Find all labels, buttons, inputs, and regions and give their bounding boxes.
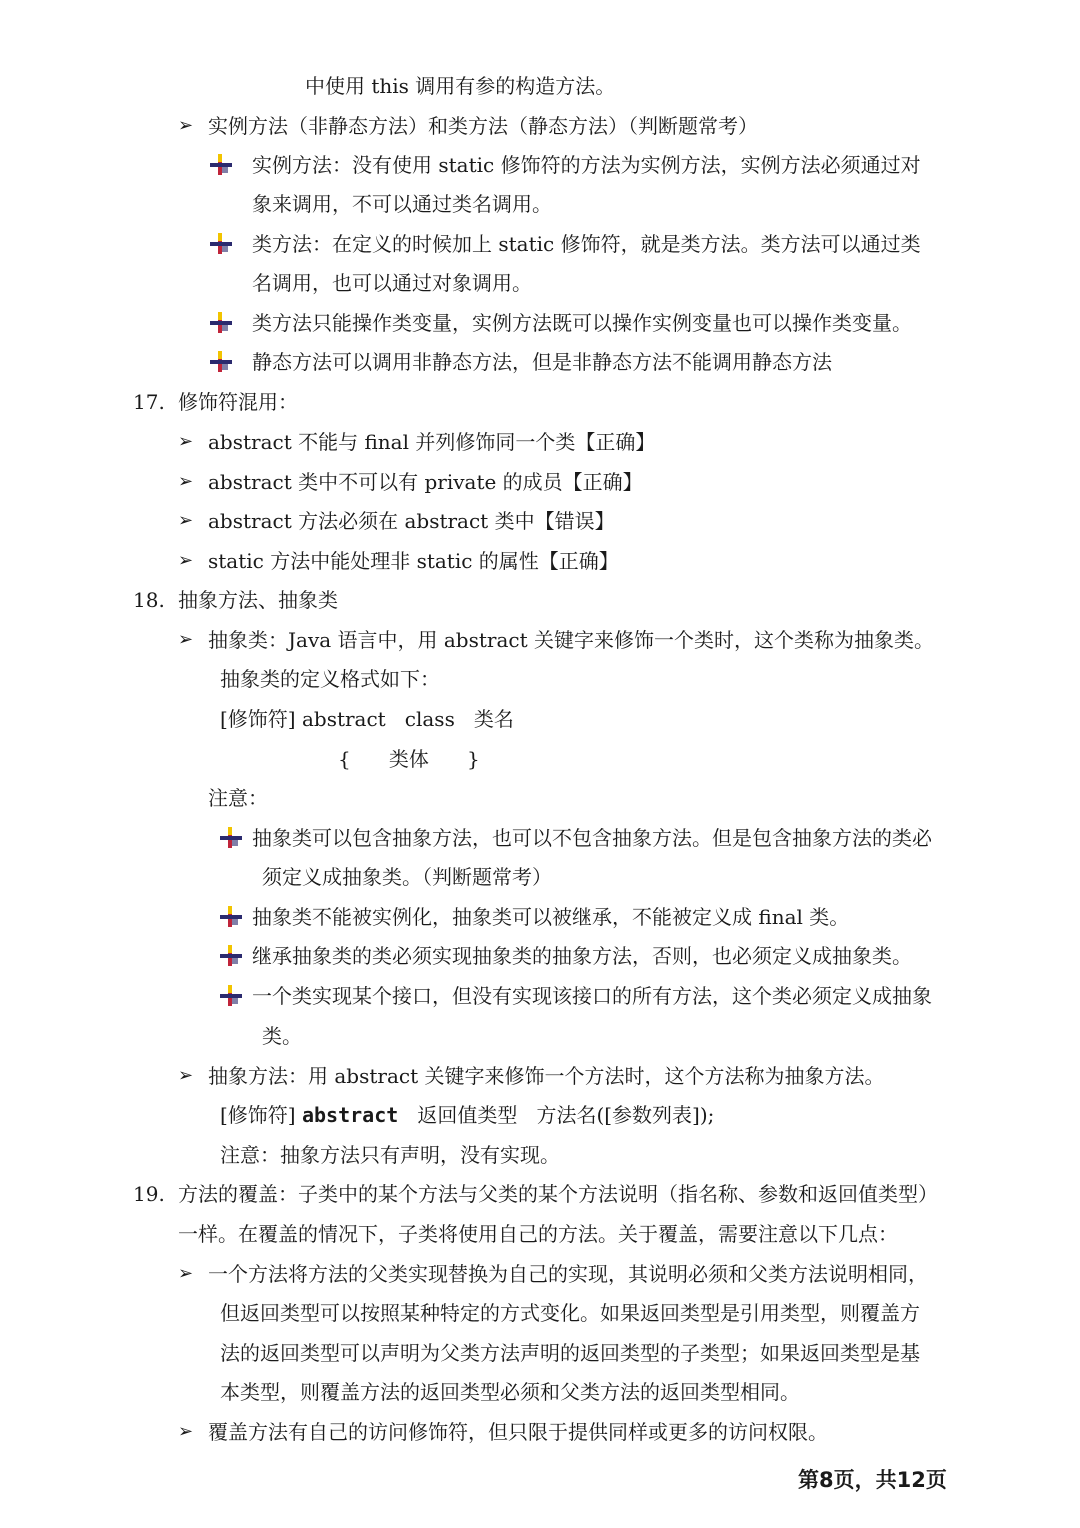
text-line: 注意：抽象方法只有声明，没有实现。 [220, 1143, 560, 1167]
code-line [220, 1101, 714, 1129]
plus-bullet-icon [208, 349, 234, 373]
arrow-bullet-icon: ➢ [178, 629, 194, 650]
section-heading: 修饰符混用： [178, 390, 298, 414]
text-line: 象来调用，不可以通过类名调用。 [252, 192, 552, 216]
plus-bullet-icon [218, 825, 244, 849]
note-label: 注意： [208, 786, 268, 810]
text-line: 抽象类：Java 语言中，用 abstract 关键字来修饰一个类时，这个类称为抽象类。 [208, 628, 934, 652]
arrow-bullet-icon: ➢ [178, 471, 194, 492]
text-line: abstract 类中不可以有 private 的成员【正确】 [208, 470, 643, 494]
text-line: 抽象类不能被实例化，抽象类可以被继承，不能被定义成 final 类。 [252, 905, 850, 929]
text-line: static 方法中能处理非 static 的属性【正确】 [208, 549, 619, 573]
text-line: abstract 方法必须在 abstract 类中【错误】 [208, 509, 615, 533]
text-line: 继承抽象类的类必须实现抽象类的抽象方法，否则，也必须定义成抽象类。 [252, 944, 912, 968]
text-line: 本类型，则覆盖方法的返回类型必须和父类方法的返回类型相同。 [220, 1380, 800, 1404]
text-line: 抽象方法：用 abstract 关键字来修饰一个方法时，这个方法称为抽象方法。 [208, 1064, 885, 1088]
code-modifier: [修饰符] [220, 1103, 302, 1127]
text-line: 类方法：在定义的时候加上 static 修饰符，就是类方法。类方法可以通过类 [252, 232, 921, 256]
text-line: 一个类实现某个接口，但没有实现该接口的所有方法，这个类必须定义成抽象 [252, 984, 932, 1008]
text-line: abstract 不能与 final 并列修饰同一个类【正确】 [208, 430, 656, 454]
item-number: 18. [133, 588, 165, 612]
plus-bullet-icon [218, 983, 244, 1007]
text-line: 名调用，也可以通过对象调用。 [252, 271, 532, 295]
arrow-bullet-icon: ➢ [178, 431, 194, 452]
item-number: 17. [133, 390, 165, 414]
text-line: 实例方法：没有使用 static 修饰符的方法为实例方法，实例方法必须通过对 [252, 153, 921, 177]
code-rest: 返回值类型 方法名([参数列表]); [398, 1103, 715, 1127]
text-line: 实例方法（非静态方法）和类方法（静态方法）（判断题常考） [208, 114, 758, 138]
text-line: 但返回类型可以按照某种特定的方式变化。如果返回类型是引用类型，则覆盖方 [220, 1301, 920, 1325]
plus-bullet-icon [218, 943, 244, 967]
arrow-bullet-icon: ➢ [178, 1263, 194, 1284]
item-number: 19. [133, 1182, 165, 1206]
text-line: 一个方法将方法的父类实现替换为自己的实现，其说明必须和父类方法说明相同， [208, 1262, 928, 1286]
arrow-bullet-icon: ➢ [178, 115, 194, 136]
text-line: 方法的覆盖：子类中的某个方法与父类的某个方法说明（指名称、参数和返回值类型） [178, 1182, 938, 1206]
text-line: 抽象类的定义格式如下： [220, 667, 440, 691]
plus-bullet-icon [208, 152, 234, 176]
text-line: 一样。在覆盖的情况下，子类将使用自己的方法。关于覆盖，需要注意以下几点： [178, 1222, 898, 1246]
plus-bullet-icon [218, 904, 244, 928]
text-line: 类方法只能操作类变量，实例方法既可以操作实例变量也可以操作类变量。 [252, 311, 912, 335]
code-line: { 类体 } [338, 747, 480, 771]
text-line: 法的返回类型可以声明为父类方法声明的返回类型的子类型；如果返回类型是基 [220, 1341, 920, 1365]
arrow-bullet-icon: ➢ [178, 510, 194, 531]
text-line: 静态方法可以调用非静态方法，但是非静态方法不能调用静态方法 [252, 350, 832, 374]
arrow-bullet-icon: ➢ [178, 1065, 194, 1086]
text-line: 中使用 this 调用有参的构造方法。 [305, 74, 616, 98]
arrow-bullet-icon: ➢ [178, 1421, 194, 1442]
code-line: [修饰符] abstract class 类名 [220, 707, 514, 731]
text-line: 覆盖方法有自己的访问修饰符，但只限于提供同样或更多的访问权限。 [208, 1420, 828, 1444]
text-line: 抽象类可以包含抽象方法，也可以不包含抽象方法。但是包含抽象方法的类必 [252, 826, 932, 850]
plus-bullet-icon [208, 231, 234, 255]
arrow-bullet-icon: ➢ [178, 550, 194, 571]
page-footer: 第8页，共12页 [798, 1468, 947, 1492]
plus-bullet-icon [208, 310, 234, 334]
text-line: 须定义成抽象类。（判断题常考） [262, 865, 552, 889]
text-line: 类。 [262, 1024, 302, 1048]
section-heading: 抽象方法、抽象类 [178, 588, 338, 612]
code-keyword: abstract [301, 1103, 399, 1127]
